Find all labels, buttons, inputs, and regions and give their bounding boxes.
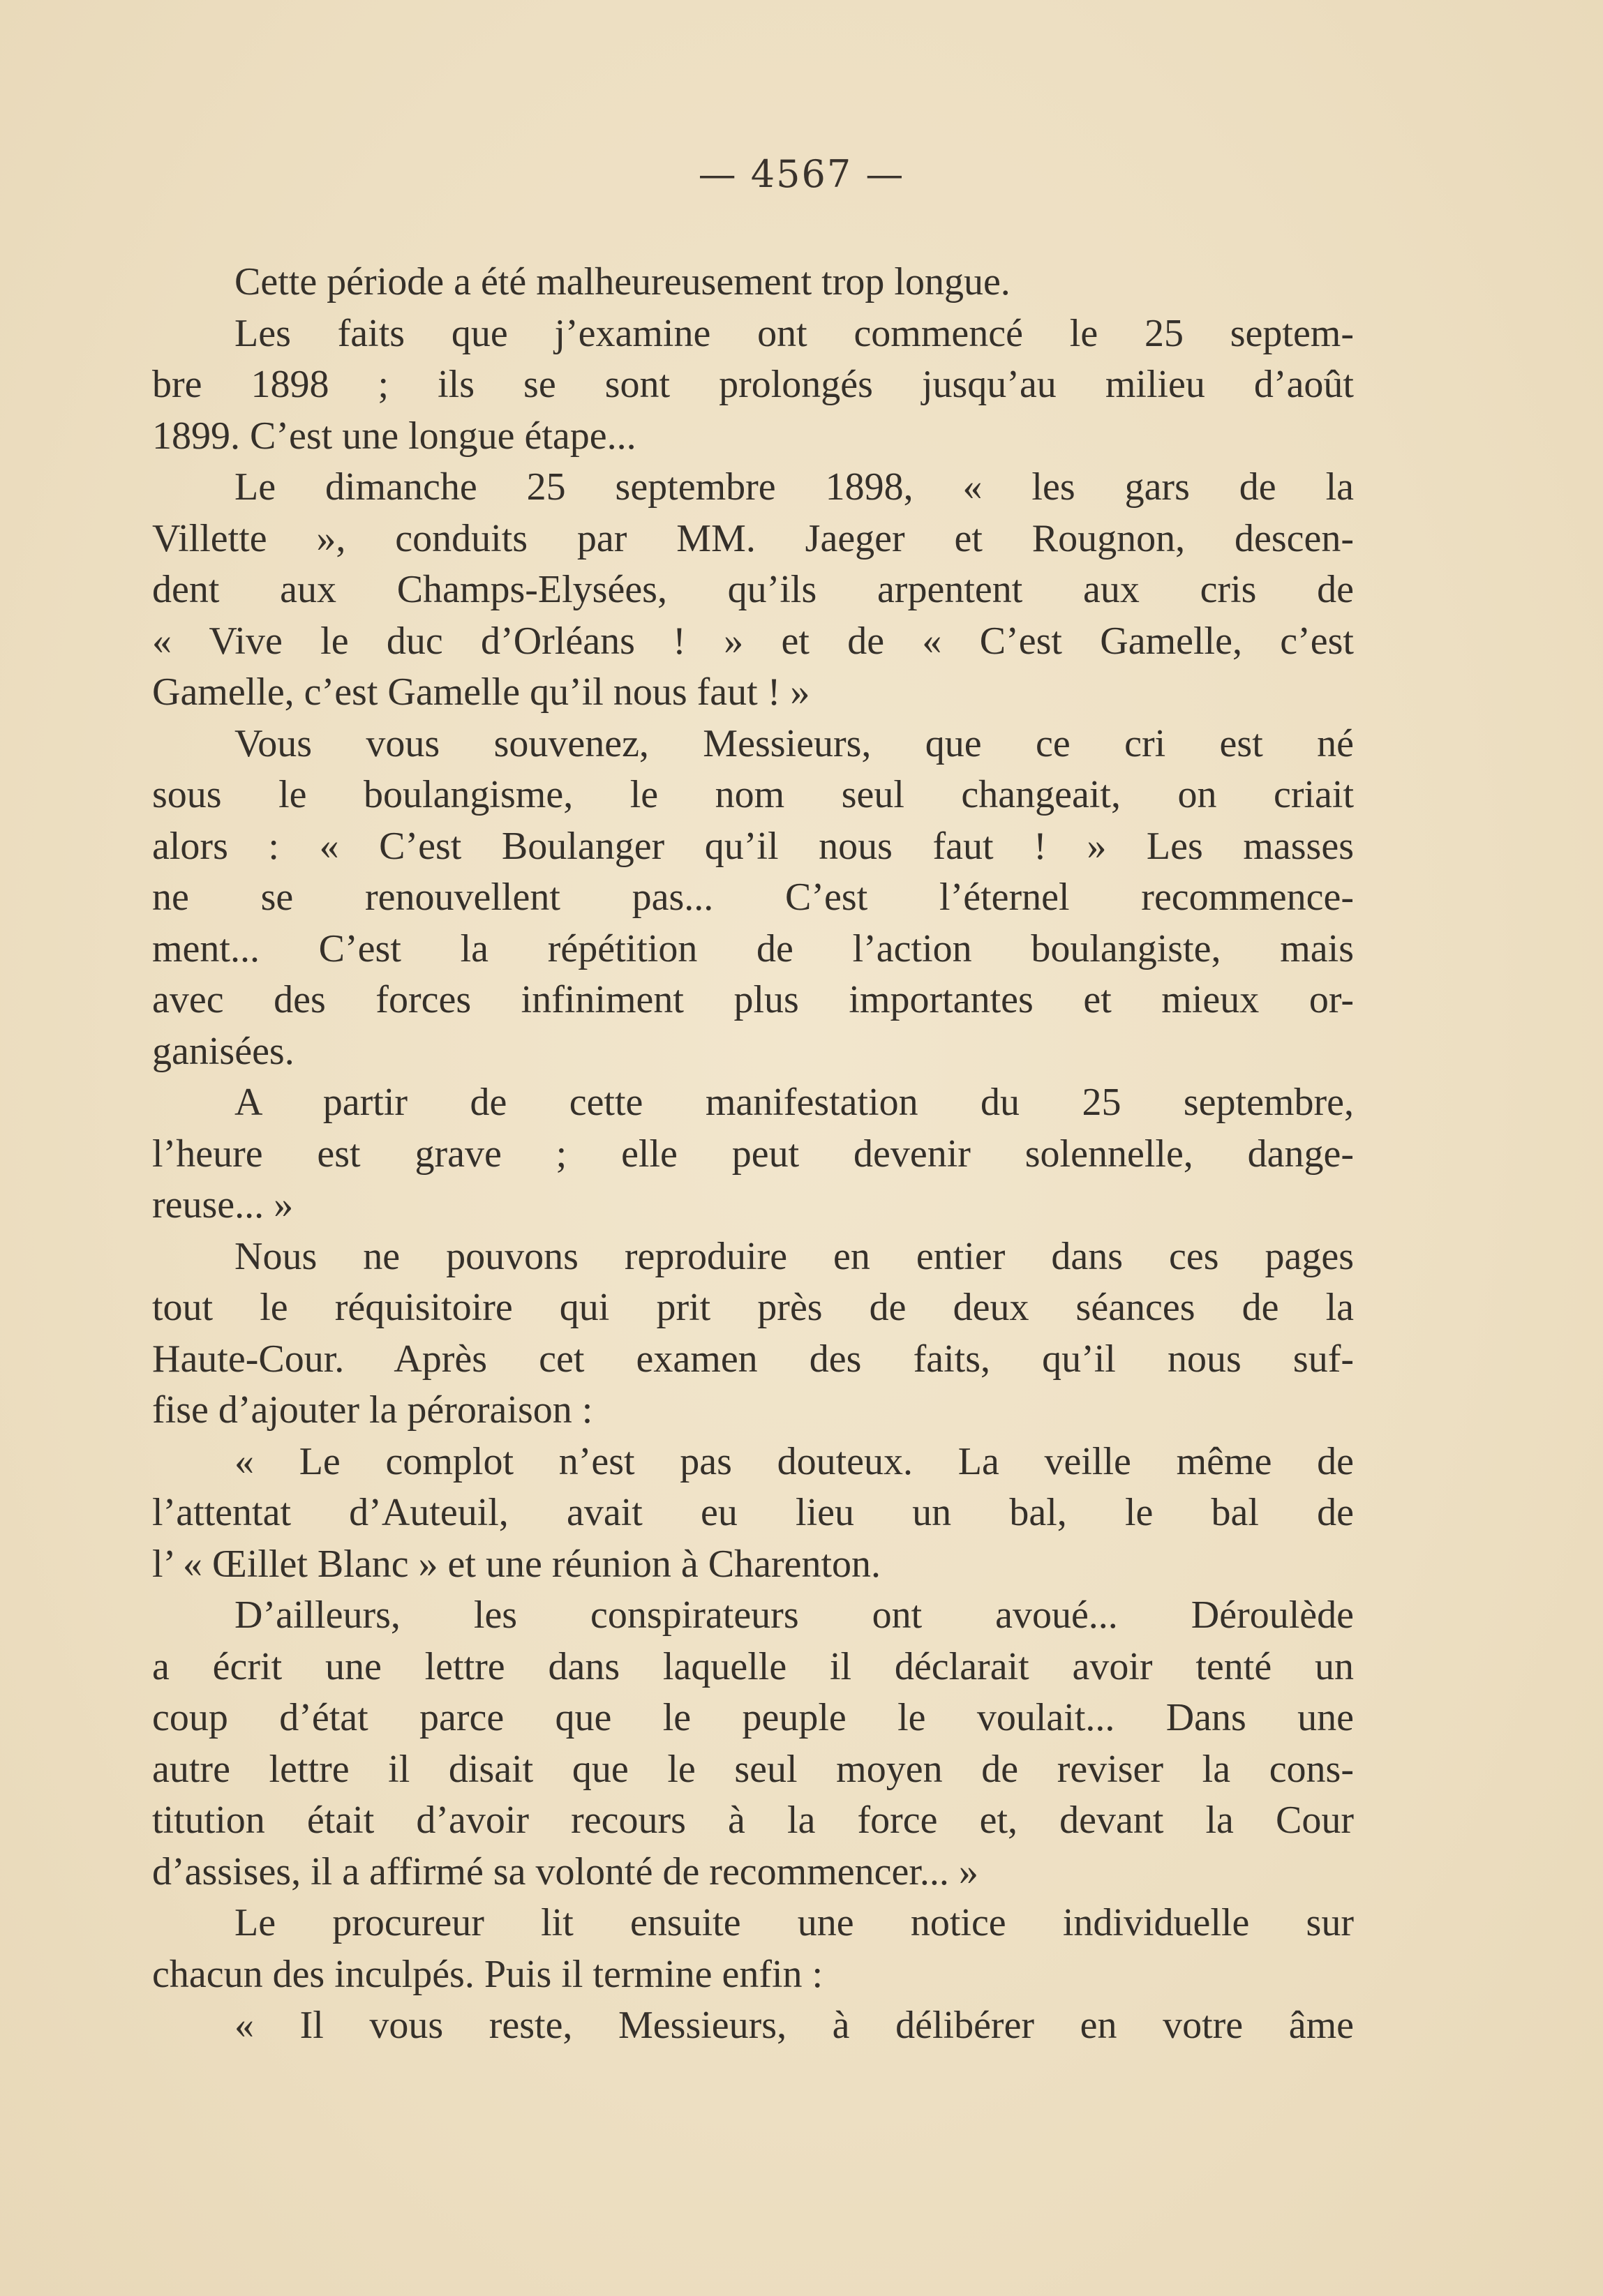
text-line: coup d’état parce que le peuple le voulait... Dans une bbox=[152, 1696, 1354, 1739]
text-line: Gamelle, c’est Gamelle qu’il nous faut ! » bbox=[152, 670, 810, 714]
text-line: reuse... » bbox=[152, 1183, 294, 1226]
text-line: avec des forces infiniment plus importantes et mieux or- bbox=[152, 978, 1354, 1021]
text-line: ment... C’est la répétition de l’action boulangiste, mais bbox=[152, 926, 1354, 970]
text-line: sous le boulangisme, le nom seul changeait, on criait bbox=[152, 773, 1354, 816]
text-line: dent aux Champs-Elysées, qu’ils arpentent aux cris de bbox=[152, 568, 1354, 611]
text-line: « Le complot n’est pas douteux. La veille même de bbox=[234, 1439, 1354, 1483]
text-line: Les faits que j’examine ont commencé le 25 septem- bbox=[234, 311, 1354, 355]
text-line: Le procureur lit ensuite une notice individuelle sur bbox=[234, 1901, 1354, 1944]
body-text bbox=[152, 257, 1354, 2052]
text-line: autre lettre il disait que le seul moyen de reviser la cons- bbox=[152, 1747, 1354, 1791]
text-line: « Vive le duc d’Orléans ! » et de « C’est Gamelle, c’est bbox=[152, 619, 1354, 663]
text-line: l’ « Œillet Blanc » et une réunion à Charenton. bbox=[152, 1542, 881, 1586]
text-line: Villette », conduits par MM. Jaeger et Rougnon, descen- bbox=[152, 516, 1354, 560]
text-line: A partir de cette manifestation du 25 septembre, bbox=[234, 1081, 1354, 1124]
text-line: Cette période a été malheureusement trop longue. bbox=[234, 260, 1011, 303]
text-line: ganisées. bbox=[152, 1029, 294, 1073]
text-line: Haute-Cour. Après cet examen des faits, qu’il nous suf- bbox=[152, 1337, 1354, 1381]
text-line: fise d’ajouter la péroraison : bbox=[152, 1388, 593, 1432]
text-line: titution était d’avoir recours à la force et, devant la Cour bbox=[152, 1799, 1354, 1842]
text-line: Vous vous souvenez, Messieurs, que ce cri est né bbox=[234, 721, 1354, 765]
text-line: d’assises, il a affirmé sa volonté de recommencer... » bbox=[152, 1849, 978, 1893]
text-line: l’heure est grave ; elle peut devenir solennelle, dange- bbox=[152, 1132, 1354, 1176]
text-line: 1899. C’est une longue étape... bbox=[152, 414, 636, 458]
text-line: D’ailleurs, les conspirateurs ont avoué... Déroulède bbox=[234, 1593, 1354, 1637]
text-line: ne se renouvellent pas... C’est l’éternel recommence- bbox=[152, 876, 1354, 919]
text-line: Nous ne pouvons reproduire en entier dans ces pages bbox=[234, 1234, 1354, 1278]
text-line: Le dimanche 25 septembre 1898, « les gars de la bbox=[234, 465, 1354, 509]
text-line: tout le réquisitoire qui prit près de deux séances de la bbox=[152, 1286, 1354, 1329]
text-line: alors : « C’est Boulanger qu’il nous faut ! » Les masses bbox=[152, 824, 1354, 868]
page-number-header: — 4567 — bbox=[698, 152, 905, 196]
text-line: chacun des inculpés. Puis il termine enfin : bbox=[152, 1952, 823, 1996]
text-line: l’attentat d’Auteuil, avait eu lieu un bal, le bal de bbox=[152, 1491, 1354, 1534]
text-line: « Il vous reste, Messieurs, à délibérer en votre âme bbox=[234, 2004, 1354, 2047]
text-line: a écrit une lettre dans laquelle il déclarait avoir tenté un bbox=[152, 1644, 1354, 1688]
text-line: bre 1898 ; ils se sont prolongés jusqu’au milieu d’août bbox=[152, 363, 1354, 406]
